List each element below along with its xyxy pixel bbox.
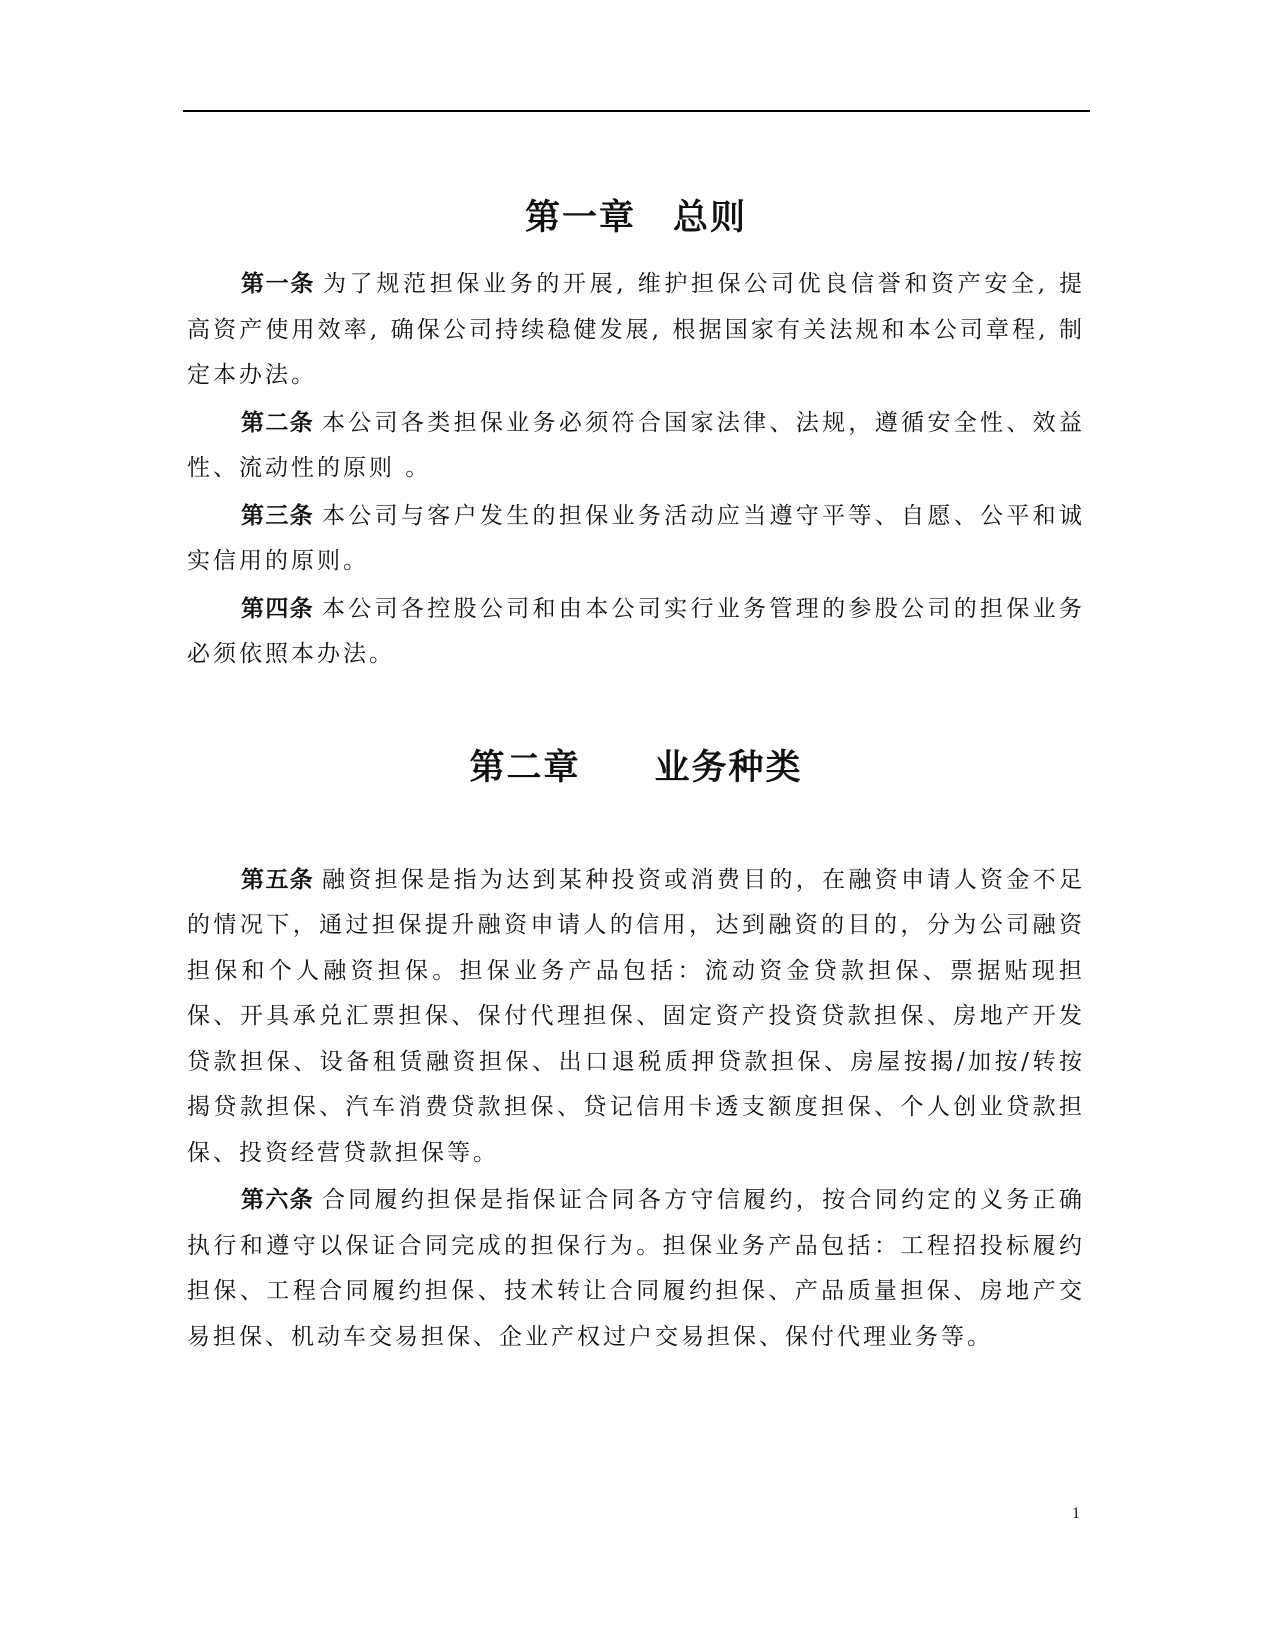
header-rule — [183, 110, 1090, 112]
chapter-1-title: 第一章 总则 — [524, 198, 747, 238]
article-label: 第五条 — [241, 866, 314, 893]
chapter-2-title: 第二章 业务种类 — [469, 747, 803, 788]
article-label: 第六条 — [241, 1187, 314, 1213]
article-label: 第三条 — [241, 502, 314, 529]
article-label: 第四条 — [241, 595, 314, 622]
article-3 — [187, 494, 1085, 585]
article-2 — [187, 401, 1085, 492]
article-text: 本公司与客户发生的担保业务活动应当遵守平等、自愿、公平和诚实信用的原则。 — [187, 502, 1086, 574]
article-label: 第二条 — [241, 409, 314, 436]
article-4 — [187, 587, 1085, 678]
article-text: 融资担保是指为达到某种投资或消费目的，在融资申请人资金不足的情况下，通过担保提升融资申请人的信用，达到融资的目的，分为公司融资担保和个人融资担保。担保业务产品包括：流动资金贷款担保、票据贴现担保、开具承兑汇票担保、保付代理担保、固定资产投资贷款担保、房地产开发贷款担保、设备租赁融资担保、出口退税质押贷款担保、房屋按揭/加按/转按揭贷款担保、汽车消费贷款担保、贷记信用卡透支额度担保、个人创业贷款担保、投资经营贷款担保等。 — [187, 866, 1086, 1166]
article-label: 第一条 — [241, 271, 316, 297]
article-text: 为了规范担保业务的开展, 维护担保公司优良信誉和资产安全, 提高资产使用效率, 确保公司持续稳健发展, 根据国家有关法规和本公司章程, 制定本办法。 — [187, 271, 1086, 388]
article-6 — [187, 1178, 1085, 1360]
article-1 — [187, 262, 1085, 399]
article-text: 本公司各控股公司和由本公司实行业务管理的参股公司的担保业务必须依照本办法。 — [187, 595, 1086, 667]
article-text: 本公司各类担保业务必须符合国家法律、法规，遵循安全性、效益性、流动性的原则 。 — [187, 409, 1086, 481]
article-5 — [187, 858, 1085, 1177]
article-text: 合同履约担保是指保证合同各方守信履约，按合同约定的义务正确执行和遵守以保证合同完成的担保行为。担保业务产品包括：工程招投标履约担保、工程合同履约担保、技术转让合同履约担保、产品质量担保、房地产交易担保、机动车交易担保、企业产权过户交易担保、保付代理业务等。 — [187, 1187, 1086, 1350]
page-number: 1 — [1072, 1505, 1080, 1522]
document-body — [187, 190, 1085, 1362]
